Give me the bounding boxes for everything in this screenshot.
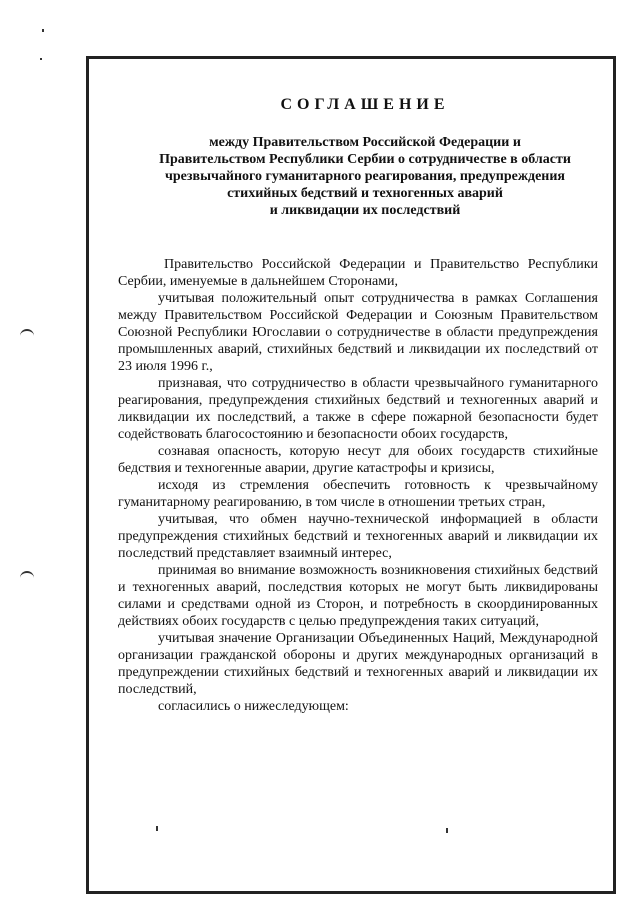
subtitle-line: Правительством Республики Сербии о сотрудничестве в области: [159, 152, 571, 167]
document-body: [118, 256, 598, 715]
preamble-paragraph: сознавая опасность, которую несут для обоих государств стихийные бедствия и техногенные аварии, другие катастрофы и кризисы,: [118, 444, 598, 476]
document-subtitle: [120, 134, 610, 219]
scan-dot: [40, 58, 42, 60]
scan-dot: [446, 828, 448, 833]
preamble-paragraph: признавая, что сотрудничество в области чрезвычайного гуманитарного реагирования, предупреждения стихийных бедствий и техногенных аварий и ликвидации их последствий, а также в сфере пожарной безопасности будет содействовать благосостоянию и безопасности обоих государств,: [118, 376, 598, 442]
punch-hole-mark: [20, 571, 34, 581]
document-title: СОГЛАШЕНИЕ: [280, 96, 450, 113]
subtitle-line: между Правительством Российской Федерации и: [209, 135, 521, 150]
subtitle-line: чрезвычайного гуманитарного реагирования, предупреждения: [164, 169, 566, 184]
preamble-paragraph: исходя из стремления обеспечить готовность к чрезвычайному гуманитарному реагированию, в том числе в отношении третьих стран,: [118, 478, 598, 510]
preamble-paragraph: учитывая значение Организации Объединенных Наций, Международной организации гражданской обороны и других международных организаций в предупреждении стихийных бедствий и техногенных аварий и ликвидации их последствий,: [118, 631, 598, 697]
preamble-paragraph: принимая во внимание возможность возникновения стихийных бедствий и техногенных аварий, последствия которых не могут быть ликвидированы силами и средствами одной из Сторон, и потребность в скоординированных действиях обоих государств с целью предупреждения таких ситуаций,: [118, 563, 598, 629]
subtitle-line: и ликвидации их последствий: [269, 203, 461, 218]
scan-dot: [156, 826, 158, 831]
preamble-paragraph: учитывая, что обмен научно-технической информацией в области предупреждения стихийных бедствий и техногенных аварий и ликвидации их последствий представляет взаимный интерес,: [118, 512, 598, 561]
preamble-paragraph: Правительство Российской Федерации и Правительство Республики Сербии, именуемые в дальнейшем Сторонами,: [118, 257, 598, 289]
preamble-paragraph: учитывая положительный опыт сотрудничества в рамках Соглашения между Правительством Российской Федерации и Союзным Правительством Союзной Республики Югославии о сотрудничестве в области предупреждения промышленных аварий, стихийных бедствий и ликвидации их последствий от 23 июля 1996 г.,: [118, 291, 598, 374]
preamble-paragraph: согласились о нижеследующем:: [158, 699, 349, 714]
scan-dot: [42, 29, 44, 32]
punch-hole-mark: [20, 329, 34, 339]
subtitle-line: стихийных бедствий и техногенных аварий: [227, 186, 503, 201]
